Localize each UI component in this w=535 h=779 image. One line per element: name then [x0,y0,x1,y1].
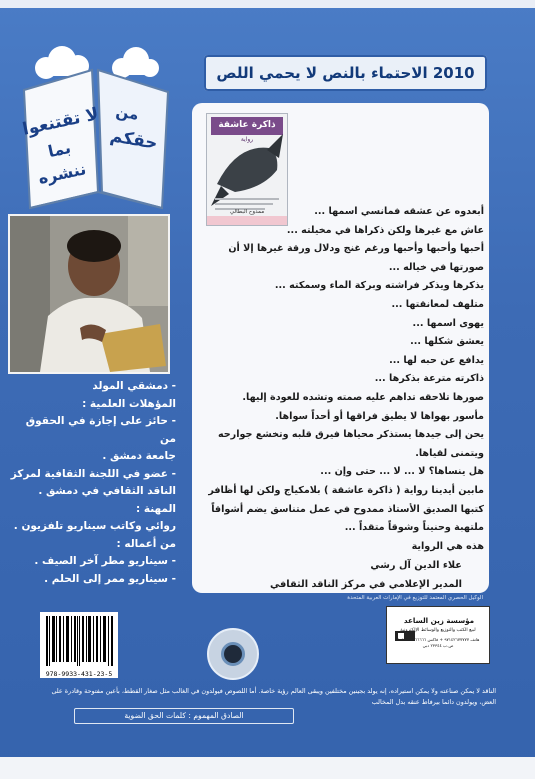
blurb-line: يذكرها ويذكر فراشته وبركة الماء وسمكته ... [274,280,484,292]
bio-line: - عضو في اللجنة الثقافية لمركز [10,467,176,480]
logo-right-line-1: من [114,102,141,124]
blurb-line: هل ينساها؟ لا ... لا ... حتى وإن ... [320,466,484,478]
signature-role: المدير الإعلامي في مركز الناقد الثقافي [269,579,462,590]
bio-line: المؤهلات العلمية : [82,397,176,410]
bio-line: - حائز على إجازة في الحقوق من [25,415,176,445]
distribution-note: الوكيل الحصري المعتمد للتوزيع في الإمارات العربية المتحدة [347,595,483,601]
bio-line: المهنة : [135,502,176,515]
blurb-line: ملتهبة وحنيناً وشوقاً متقداً ... [344,522,484,534]
blurb-line: مأسور بهواها لا يطيق فراقها أو أحداً سواها. [275,410,484,422]
blurb-line: كتبها الصديق الأستاذ ممدوح في عمل متناسق يضم أشواقاً [211,503,484,515]
signature [202,556,462,594]
author-bio [8,378,176,588]
blurb-line: يدافع عن حبه لها ... [389,354,484,366]
blurb-line: عاش مع غيرها ولكن ذكراها في مخيلته ... [286,224,484,236]
publisher-contact: هاتف ٩٧١٤٢٦٧٧٧٧٧ + فاكس ٩٧١٤٢٦٦٦٦٦٦ + ص.ب ٢٣٣٤٤ دبي [396,637,480,648]
headline-banner [204,55,487,91]
blurb-line: متلهف لمعانقتها ... [391,298,484,310]
bottom-strip [0,757,535,779]
blurb-line: أبعدوه عن عشقه فمانسي اسمها ... [314,206,484,217]
publisher-box [386,606,490,664]
isbn-number: 978-9933-431-23-5 [45,670,113,678]
logo-left-line-3: ننشره [36,159,88,188]
book-title: ذاكرة عاشقة [218,120,276,130]
series-label: الصادق المهموم : كلمات الحق الضوية [74,708,294,724]
blurb-line: صورها تلاحقه تداهم عليه صمته وتشده للعودة إليها. [242,391,484,403]
bio-line: من أعماله : [116,537,176,550]
book-genre: رواية [240,136,254,143]
eye-pupil-icon [221,642,245,666]
bio-line: روائي وكاتب سيناريو تلفزيون . [13,520,176,532]
bio-line: الناقد الثقافي في دمشق . [38,485,176,497]
bio-line: - سيناريو مطر آخر الصيف . [34,555,176,567]
barcode-icon [40,612,118,670]
publisher-subtitle: لبيع الكتب والتوزيع والوسائط الإلكترونية [400,628,476,633]
blurb-line: ذاكرته مترعة بذكرها ... [374,373,484,385]
publisher-name: مؤسسة زين الساعد [403,616,475,625]
bio-line: جامعة دمشق . [102,450,176,462]
bio-line: - سيناريو ممر إلى الحلم . [44,572,176,585]
eye-logo-icon [207,628,259,680]
logo-left-line-1: لا تقتنعوا [20,104,101,140]
author-portrait-image [10,216,168,372]
headline-text: 2010 الاحتماء بالنص لا يحمي اللص [216,64,475,82]
blurb-text [202,203,484,556]
logo-left-line-2: بما [46,137,73,162]
signature-name: علاء الدين آل رشي [370,560,462,571]
top-strip [0,0,535,8]
blurb-line: هذه هي الرواية [411,540,484,552]
open-book-logo [18,40,180,210]
blurb-line: مابين أيدينا رواية ( ذاكرة عاشقة ) بلامكياج ولكن لها أظافر [208,484,484,496]
book-author: ممدوح البطالي [229,209,265,215]
bio-line: - دمشقي المولد [92,380,176,392]
blurb-line: أحبها وأحبها وأحبها ورغم غنج ودلال ورقة غيرها إلا أن [228,243,484,255]
blurb-line: ويتمنى لقياها. [415,447,484,459]
blurb-line: صورتها في خياله ... [388,261,484,273]
barcode [40,612,118,678]
blurb-line: يهوى اسمها ... [412,317,484,329]
legal-text: الناقد لا يمكن صناعته ولا يمكن استيراده، إنه يولد بجينين مختلفين ويبقى العالم رؤية خاصة. أما اللصوص فيولدون في الغالب مثل صغار القطط، بأعين مفتوحة وقادرة على العض، ويولدون دائما بيرفاط عنقه بدل المخالب [51,687,496,706]
blurb-line: يحن إلى جيدها يستذكر محياها فيرق قلبه وتخشع جوارحه [217,429,484,441]
author-photo [8,214,170,374]
blurb-line: يعشق شكلها ... [410,336,484,348]
logo-right-line-2: حقكم [108,126,160,154]
